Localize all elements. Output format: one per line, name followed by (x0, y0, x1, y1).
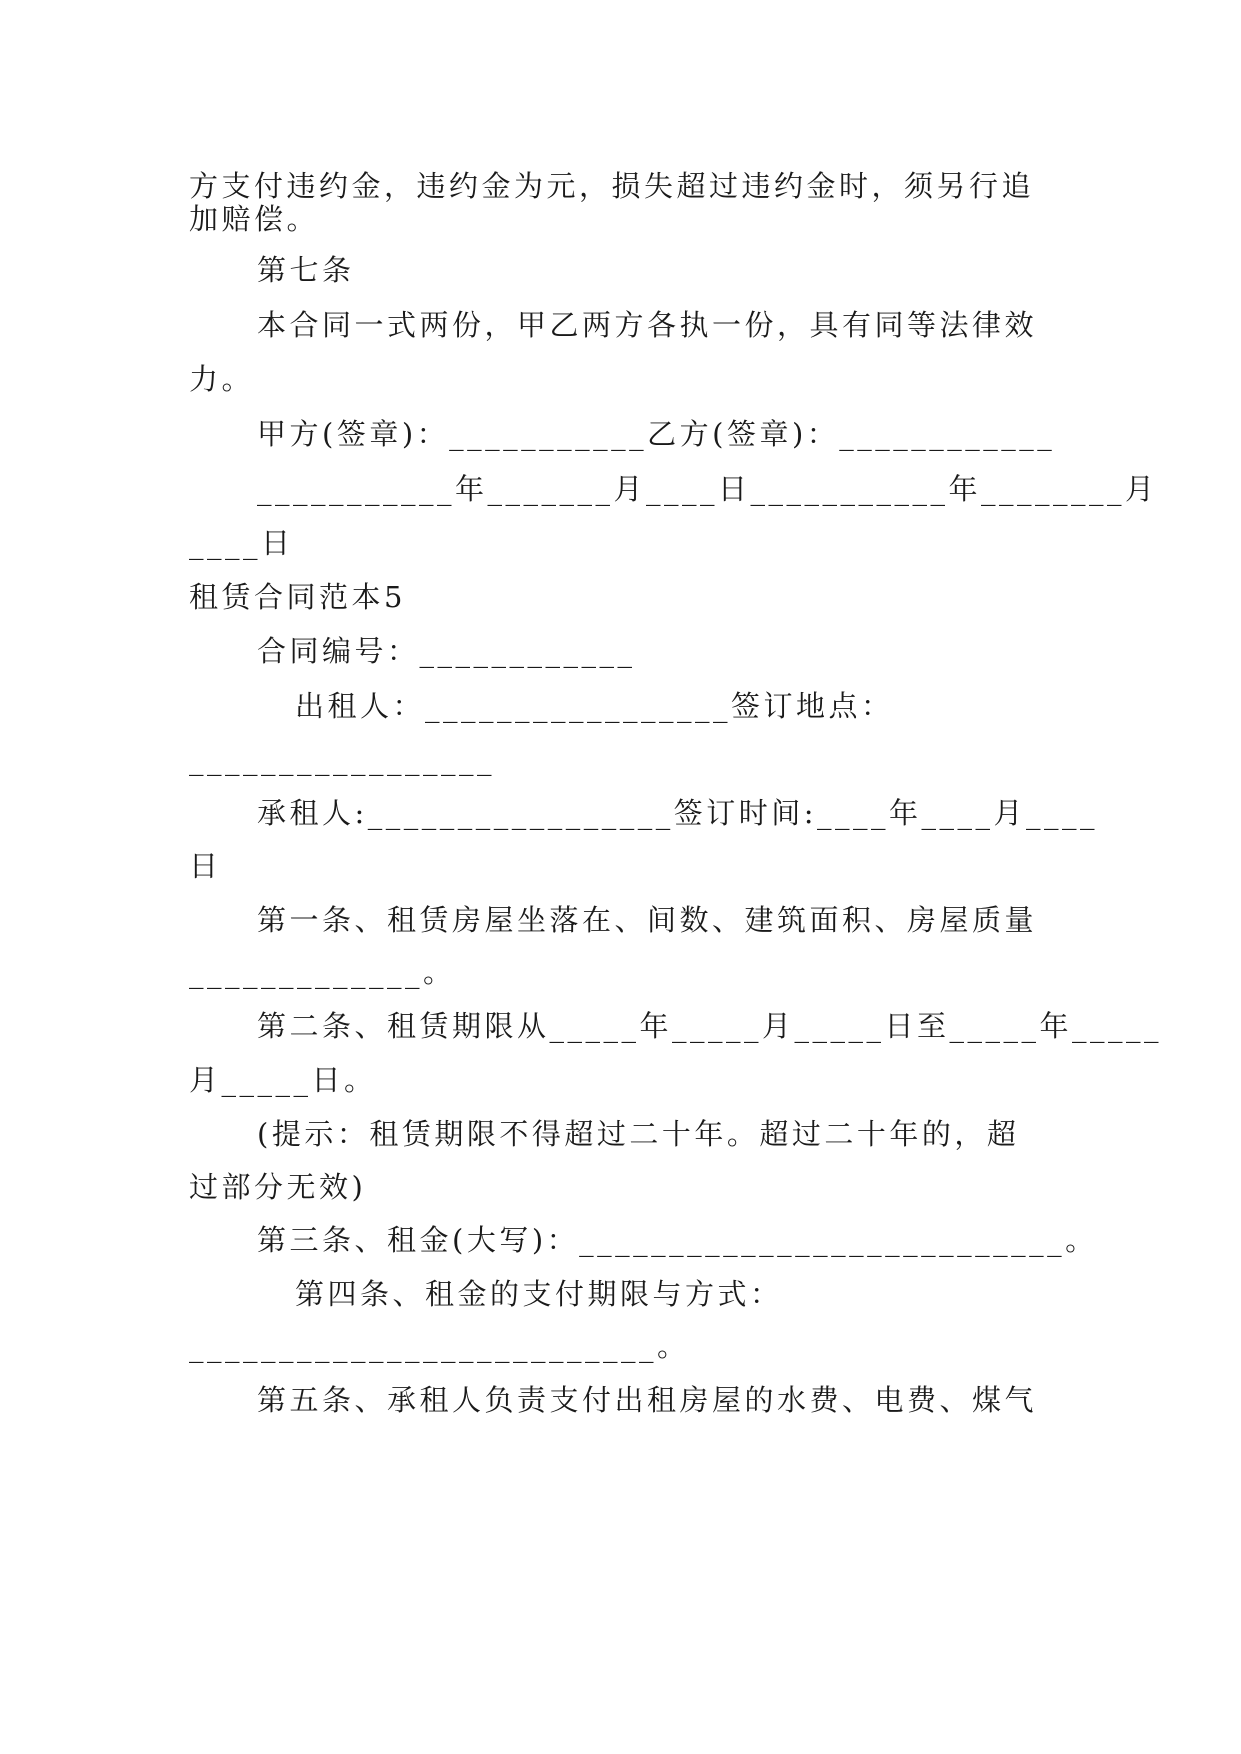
text-line: 过部分无效) (189, 1170, 367, 1204)
text-line: __________________________。 (189, 1329, 690, 1363)
text-line: 日 (189, 849, 222, 883)
article-1: 第一条、租赁房屋坐落在、间数、建筑面积、房屋质量 (257, 903, 1038, 937)
section-title: 租赁合同范本5 (189, 580, 406, 614)
text-line: 力。 (189, 362, 255, 396)
signature-line: 甲方(签章)：___________乙方(签章)：____________ (257, 417, 1056, 451)
contract-number-line: 合同编号：____________ (257, 634, 636, 668)
text-line: 月_____日。 (189, 1063, 377, 1097)
date-line: ___________年_______月____日___________年________月 (257, 472, 1158, 506)
article-5: 第五条、承租人负责支付出租房屋的水费、电费、煤气 (257, 1383, 1038, 1417)
article-4: 第四条、租金的支付期限与方式： (295, 1277, 783, 1311)
article-3: 第三条、租金(大写)：___________________________。 (257, 1223, 1098, 1257)
lessor-line: 出租人：_________________签订地点： (295, 689, 894, 723)
text-line: 加赔偿。 (189, 202, 320, 236)
signing-place-line: _________________ (189, 742, 495, 776)
text-line: _____________。 (189, 955, 456, 989)
lessee-line: 承租人:_________________签订时间:____年____月____ (257, 796, 1099, 830)
article-2: 第二条、租赁期限从_____年_____月_____日至_____年_____ (257, 1009, 1163, 1043)
text-line: 方支付违约金，违约金为元，损失超过违约金时，须另行追 (189, 169, 1035, 203)
date-line: ____日 (189, 526, 294, 560)
note-line: (提示：租赁期限不得超过二十年。超过二十年的，超 (257, 1117, 1020, 1151)
article-heading: 第七条 (257, 253, 355, 287)
text-line: 本合同一式两份，甲乙两方各执一份，具有同等法律效 (257, 308, 1038, 342)
